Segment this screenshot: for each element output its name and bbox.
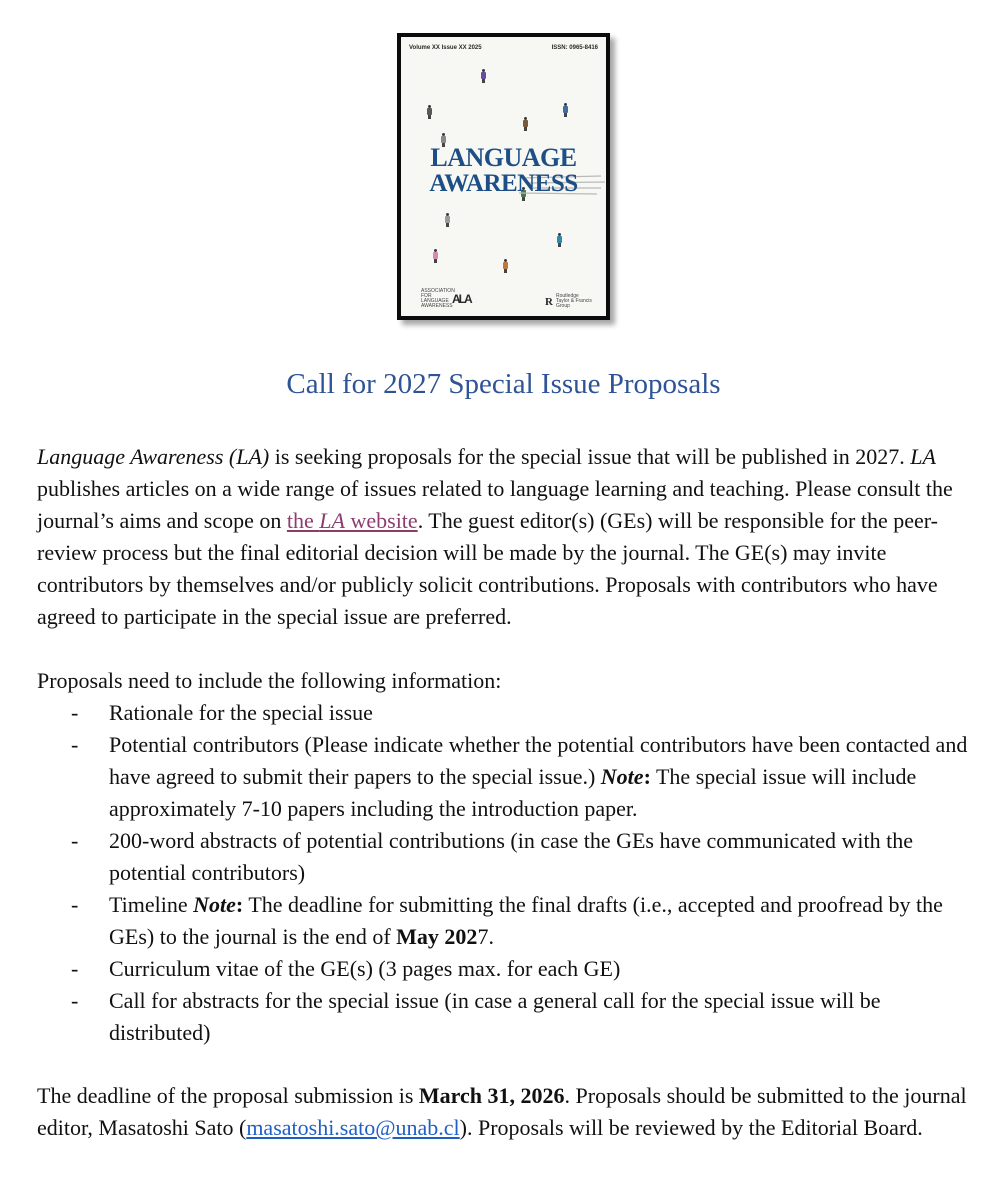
list-dash: - [71, 956, 79, 981]
deadline-month: May 202 [396, 924, 478, 949]
la-website-link[interactable] [287, 508, 418, 533]
journal-cover [397, 33, 610, 320]
list-dash: - [71, 988, 79, 1013]
la-abbrev: LA [910, 444, 936, 469]
list-item [37, 825, 977, 889]
cover-title-line2: AWARENESS [429, 170, 578, 197]
item-text: Rationale for the special issue [109, 700, 373, 725]
list-dash: - [71, 700, 79, 725]
closing-text-3: ). Proposals will be reviewed by the Editorial Board. [459, 1115, 923, 1140]
link-la: LA [319, 508, 345, 533]
page-title: Call for 2027 Special Issue Proposals [286, 368, 721, 400]
requirements-list [37, 697, 977, 1049]
requirements-section [37, 665, 977, 1049]
association-logo [421, 289, 471, 309]
list-dash: - [71, 828, 79, 853]
list-dash: - [71, 732, 79, 757]
publisher-text: Routledge Taylor & Francis Group [556, 293, 592, 309]
publisher-mark: R [545, 295, 553, 308]
item-text-tail: 7. [477, 924, 494, 949]
link-pre: the [286, 508, 320, 533]
note-colon: : [235, 892, 244, 917]
list-item [37, 729, 977, 825]
cover-volume: Volume XX Issue XX 2025 [409, 45, 482, 51]
item-text: Call for abstracts for the special issue (in case a general call for the special issue will be distributed) [109, 988, 881, 1045]
list-item [37, 889, 977, 953]
list-dash: - [71, 892, 79, 917]
list-item [37, 985, 977, 1049]
note-colon: : [643, 764, 651, 789]
intro-text-3: . The guest editor(s) (GEs) will be responsible for the peer-review process but the final editorial decision will be made by the journal. The GE(s) may invite contributors by themselves and/or publicly solicit contributions. Proposals with contributors who have agreed to participate in the special issue are preferred. [37, 508, 938, 629]
item-text: Timeline [109, 892, 194, 917]
intro-text-2: publishes articles on a wide range of issues related to language learning and teaching. Please consult the journal’s aims and scope on [37, 476, 953, 533]
journal-name: Language Awareness (LA) [37, 444, 270, 469]
association-mark: ALA [452, 292, 471, 306]
note-label: Note [600, 764, 644, 789]
editor-email-link[interactable]: masatoshi.sato@unab.cl [246, 1115, 460, 1140]
item-text: Curriculum vitae of the GE(s) (3 pages max. for each GE) [109, 956, 621, 981]
item-text: 200-word abstracts of potential contributions (in case the GEs have communicated with the potential contributors) [109, 828, 913, 885]
item-text-after: The special issue will include approximately 7-10 papers including the introduction paper. [109, 764, 917, 821]
closing-text-2: . Proposals should be submitted to the journal editor, Masatoshi Sato ( [37, 1083, 967, 1140]
item-text-after: The deadline for submitting the final drafts (i.e., accepted and proofread by the GEs) to the journal is the end of [109, 892, 943, 949]
association-text: ASSOCIATION FOR LANGUAGE AWARENESS [421, 288, 455, 309]
item-text: Potential contributors (Please indicate whether the potential contributors have been contacted and have agreed to submit their papers to the special issue.) [109, 732, 968, 789]
intro-paragraph [37, 441, 977, 633]
publisher-logo [545, 294, 592, 309]
list-item [37, 697, 977, 729]
link-post: website [344, 508, 418, 533]
cover-issn: ISSN: 0965-8416 [551, 45, 598, 51]
closing-text-1: The deadline of the proposal submission is [37, 1083, 419, 1108]
requirements-lead: Proposals need to include the following information: [37, 668, 502, 693]
closing-paragraph [37, 1080, 977, 1144]
cover-title-line1: LANGUAGE [430, 143, 577, 172]
intro-text-1: is seeking proposals for the special issue that will be published in 2027. [269, 444, 911, 469]
submission-deadline: March 31, 2026 [418, 1083, 565, 1108]
note-label: Note [193, 892, 236, 917]
list-item [37, 953, 977, 985]
